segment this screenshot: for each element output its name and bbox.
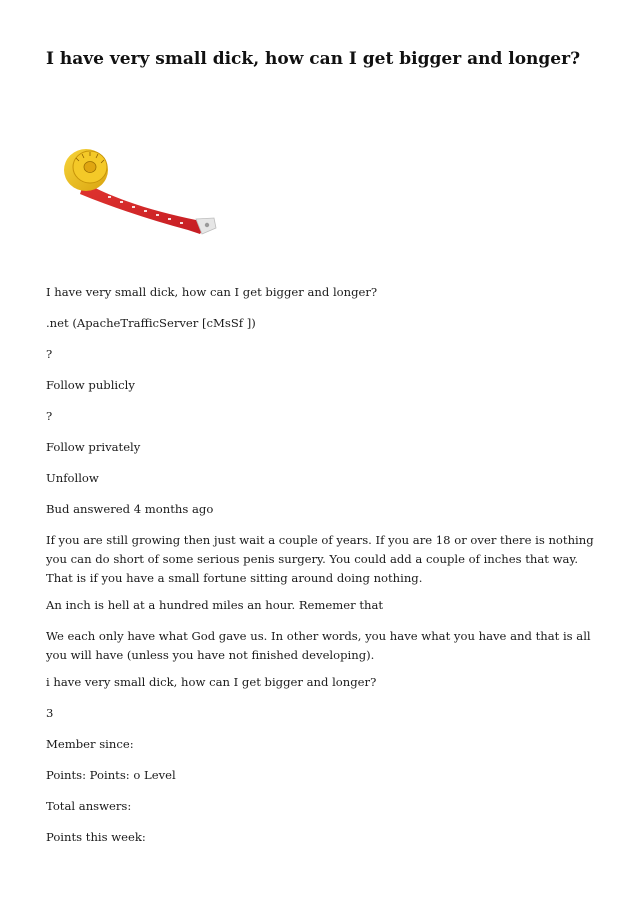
question-mark: ? bbox=[46, 347, 53, 361]
points-this-week-label: Points this week: bbox=[46, 830, 146, 844]
points-label: Points: Points: o Level bbox=[46, 768, 176, 782]
answer-paragraph: An inch is hell at a hundred miles an hour. Rememer that bbox=[46, 598, 384, 612]
question-repeat-text: i have very small dick, how can I get bigger and longer? bbox=[46, 675, 377, 689]
server-text: .net (ApacheTrafficServer [cMsSf ]) bbox=[46, 316, 256, 330]
answer-paragraph: We each only have what God gave us. In other words, you have what you have and that is all you will have (unless you have not finished developing). bbox=[46, 629, 591, 662]
count-text: 3 bbox=[46, 706, 54, 720]
page-title: I have very small dick, how can I get bigger and longer? bbox=[46, 49, 581, 69]
question-mark: ? bbox=[46, 409, 53, 423]
follow-privately-link[interactable]: Follow privately bbox=[46, 440, 141, 454]
tape-measure-image bbox=[46, 130, 250, 260]
answer-paragraph: If you are still growing then just wait a couple of years. If you are 18 or over there is nothing you can do short of some serious penis surgery. You could add a couple of inches that way. That is if you have a small fortune sitting around doing nothing. bbox=[46, 533, 594, 585]
total-answers-label: Total answers: bbox=[46, 799, 132, 813]
member-since-label: Member since: bbox=[46, 737, 134, 751]
unfollow-link[interactable]: Unfollow bbox=[46, 471, 99, 485]
follow-publicly-link[interactable]: Follow publicly bbox=[46, 378, 135, 392]
question-text: I have very small dick, how can I get bigger and longer? bbox=[46, 285, 378, 299]
answer-meta: Bud answered 4 months ago bbox=[46, 502, 214, 516]
tape-measure-icon bbox=[46, 130, 250, 260]
